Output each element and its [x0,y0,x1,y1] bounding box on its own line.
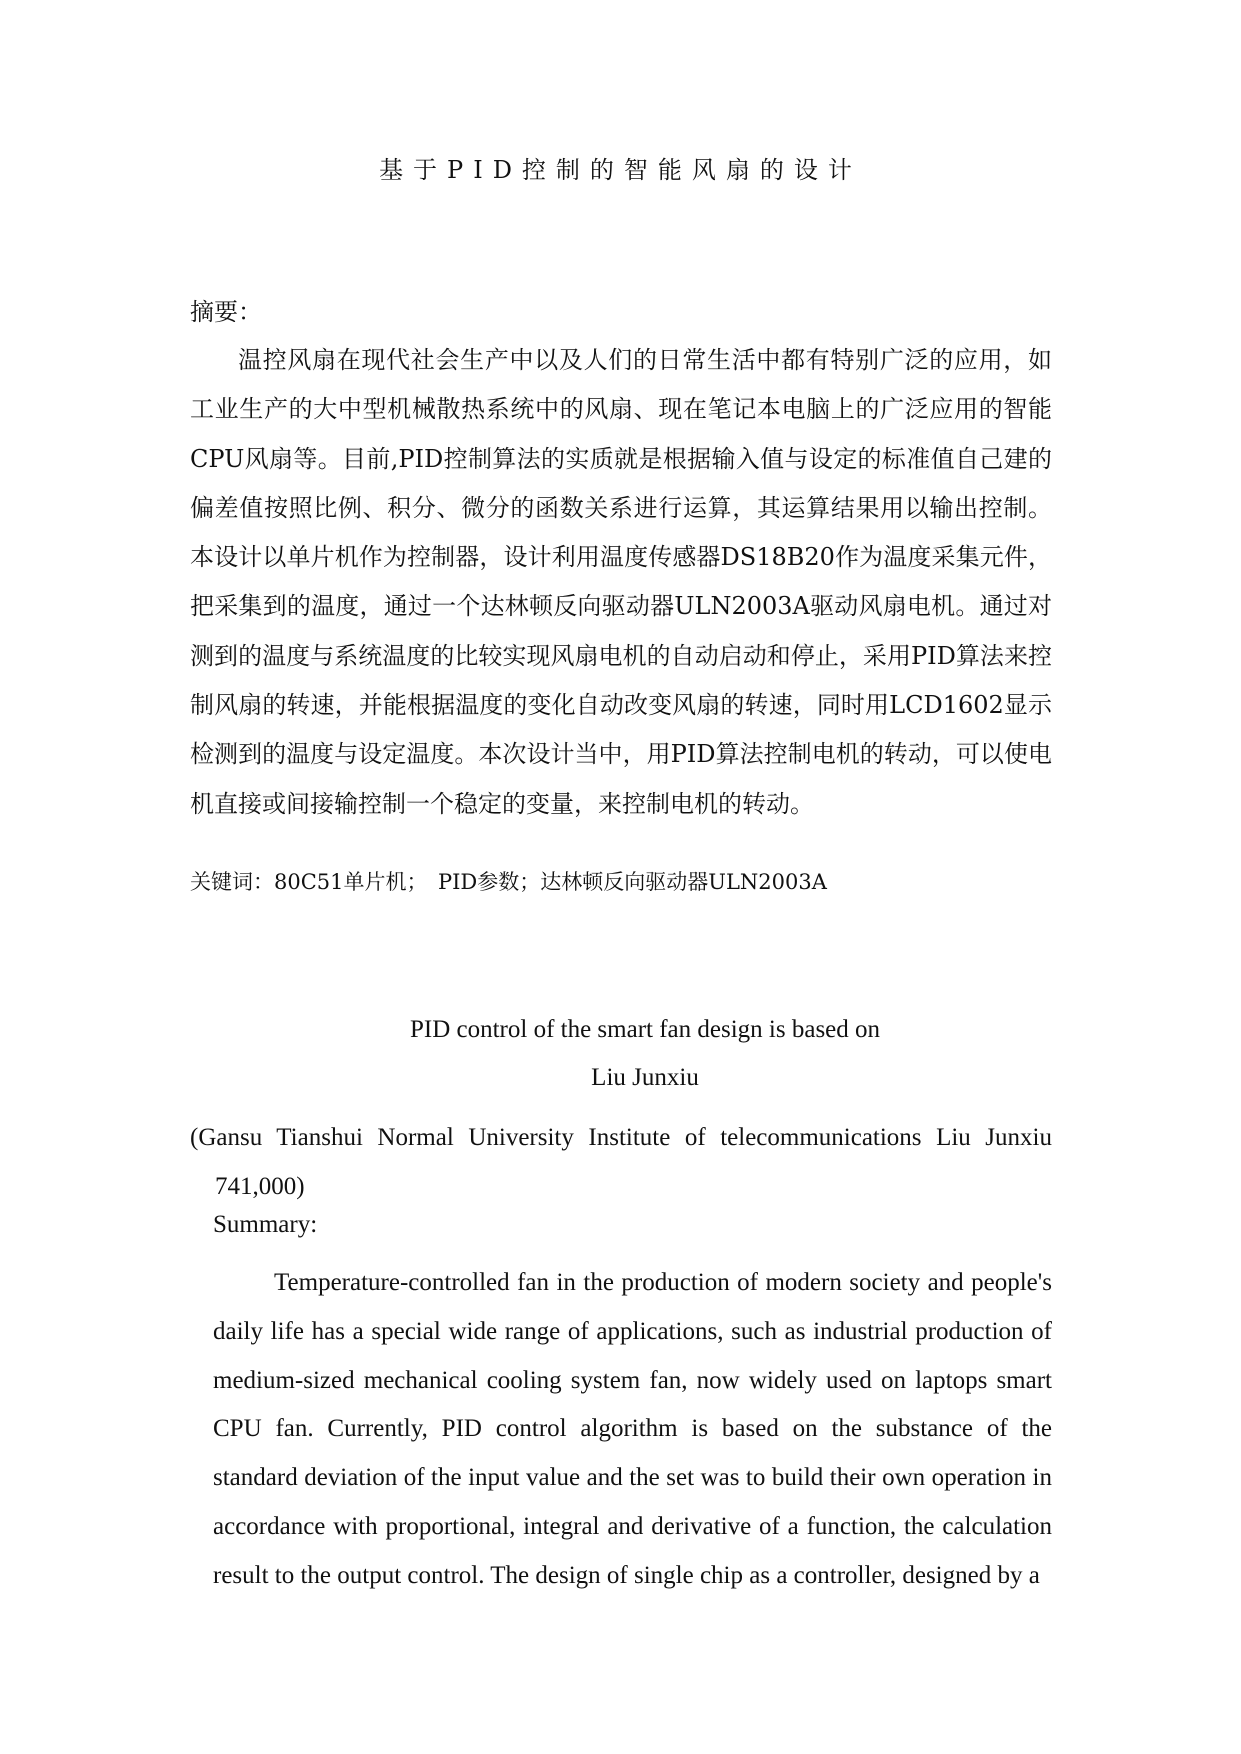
chinese-title: 基于PID控制的智能风扇的设计 [379,156,862,184]
keywords-line: 关键词：80C51单片机； PID参数；达林顿反向驱动器ULN2003A [190,870,827,894]
english-affiliation: (Gansu Tianshui Normal University Institute of telecommunications Liu Junxiu 741,000) [190,1124,1052,1200]
abstract-label: 摘要： [190,298,262,326]
chinese-abstract-paragraph: 温控风扇在现代社会生产中以及人们的日常生活中都有特别广泛的应用，如工业生产的大中型机械散热系统中的风扇、现在笔记本电脑上的广泛应用的智能CPU风扇等。目前,PID控制算法的实质就是根据输入值与设定的标准值自己建的偏差值按照比例、积分、微分的函数关系进行运算，其运算结果用以输出控制。本设计以单片机作为控制器，设计利用温度传感器DS18B20作为温度采集元件，把采集到的温度，通过一个达林顿反向驱动器ULN2003A驱动风扇电机。通过对测到的温度与系统温度的比较实现风扇电机的自动启动和停止，采用PID算法来控制风扇的转速，并能根据温度的变化自动改变风扇的转速，同时用LCD1602显示检测到的温度与设定温度。本次设计当中，用PID算法控制电机的转动，可以使电机直接或间接输控制一个稳定的变量，来控制电机的转动。 [190,346,1052,818]
english-summary-paragraph: Temperature-controlled fan in the production of modern society and people's daily life has a special wide range of applications, such as industrial production of medium-sized mechanical cooling system fan, now widely used on laptops smart CPU fan. Currently, PID control algorithm is based on the substance of the standard deviation of the input value and the set was to build their own operation in accordance with proportional, integral and derivative of a function, the calculation result to the output control. The design of single chip as a controller, designed by a [213,1269,1052,1589]
english-title: PID control of the smart fan design is based on [409,1016,881,1043]
english-summary-label: Summary: [213,1211,318,1238]
english-author: Liu Junxiu [591,1064,699,1091]
